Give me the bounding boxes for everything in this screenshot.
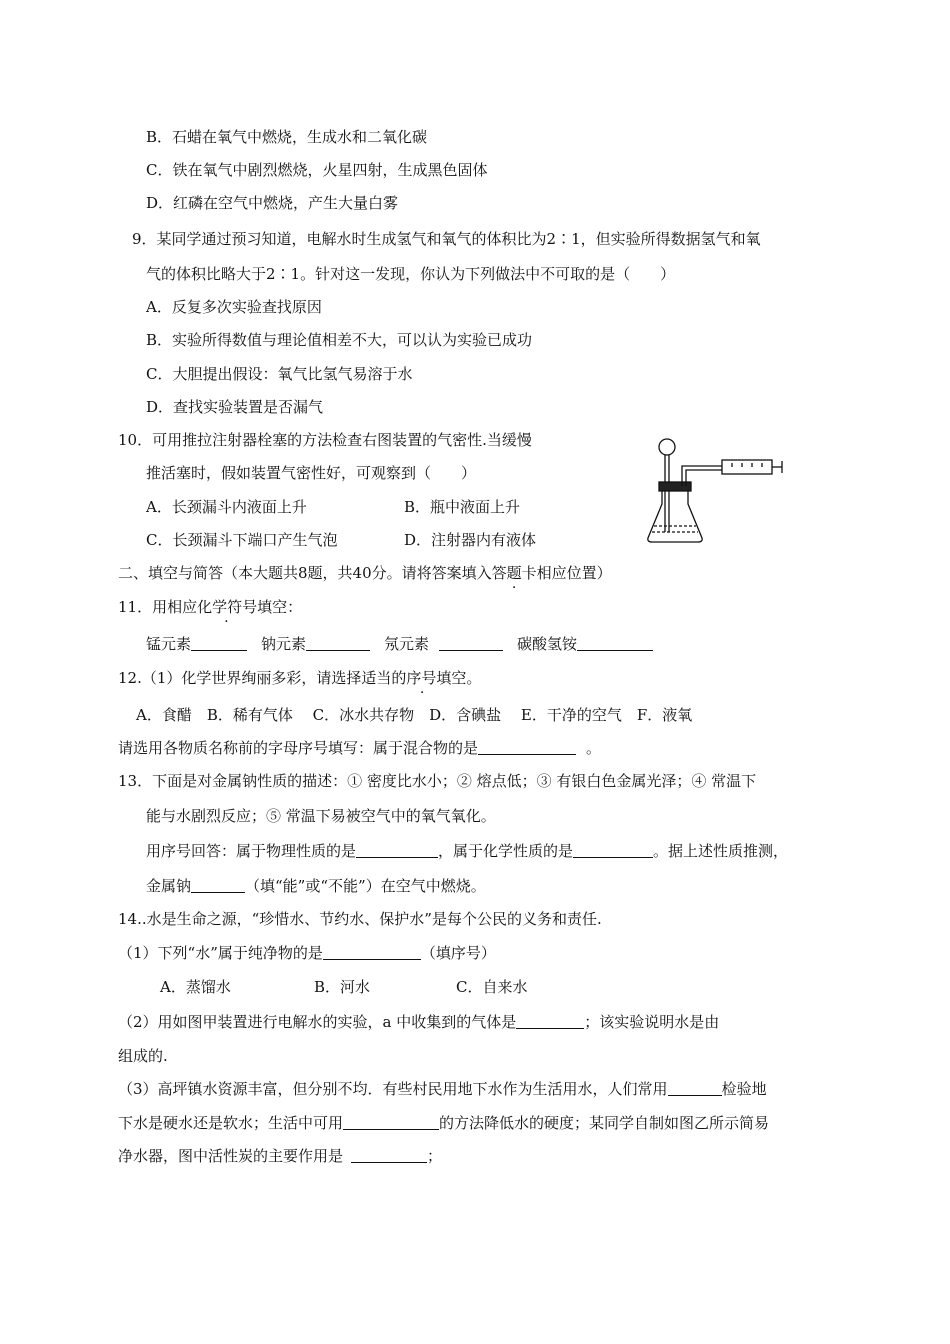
q10-option-b: B．瓶中液面上升 (404, 498, 521, 516)
q12-stem (118, 668, 481, 688)
q14-part3-line3 (118, 1146, 442, 1166)
q10-stem-line2: 推活塞时，假如装置气密性好，可观察到（ ） (146, 464, 477, 482)
q13-line4 (146, 876, 486, 896)
q14-part3-text2: 检验地 (721, 1080, 767, 1098)
q9-stem-line1: 9．某同学通过预习知道，电解水时生成氢气和氧气的体积比为2∶1，但实验所得数据氢气和氧 (132, 230, 761, 248)
q14-part3-line2 (118, 1113, 769, 1133)
q14-part3-text3: 下水是硬水还是软水；生活中可用 (118, 1114, 344, 1132)
q13-stem-line2: 能与水剧烈反应；⑤ 常温下易被空气中的氧气氧化。 (146, 807, 496, 825)
q13-chemical-label: ，属于化学性质的是 (438, 842, 574, 860)
q11-blank-3[interactable] (439, 635, 503, 651)
q13-blank-chemical[interactable] (573, 842, 653, 858)
q14-part1-hint: （填序号） (420, 944, 496, 962)
q10-option-c: C．长颈漏斗下端口产生气泡 (146, 531, 338, 549)
q14-option-b: B．河水 (314, 978, 371, 996)
section-2-header (118, 563, 612, 583)
q13-blank-physical[interactable] (356, 842, 438, 858)
q14-blank-gas[interactable] (516, 1013, 584, 1029)
q13-sodium-label: 金属钠 (146, 877, 192, 895)
flask (648, 490, 702, 542)
q13-burn-text: （填“能”或“不能”）在空气中燃烧。 (245, 877, 486, 895)
q14-part1-text: （1）下列“水”属于纯净物的是 (118, 944, 323, 962)
section-2-text: 二、填空与简答（本大题共8题，共40分。请将答案填入 (118, 564, 492, 582)
q11-blank-4[interactable] (577, 635, 653, 651)
q11-stem-end: 填空： (257, 598, 303, 616)
q13-infer-label: 。据上述性质推测， (653, 842, 789, 860)
q11-blank-2[interactable] (306, 635, 370, 651)
q14-part3-line1 (118, 1079, 767, 1099)
q13-line3 (146, 841, 788, 861)
q14-stem: 14..水是生命之源，“珍惜水、节约水、保护水”是每个公民的义务和责任. (118, 910, 602, 928)
q14-blank-soften[interactable] (343, 1114, 439, 1130)
q11-label-na: 钠元素 (261, 635, 307, 653)
q11-stem-emph: 化学符号 (197, 598, 258, 616)
q11-blanks-line (146, 634, 653, 654)
q11-label-nh4hco3: 碳酸氢铵 (517, 635, 578, 653)
q13-physical-label: 用序号回答：属于物理性质的是 (146, 842, 357, 860)
apparatus-diagram (640, 430, 785, 545)
q14-part3-text5: 净水器，图中活性炭的主要作用是 (118, 1147, 344, 1165)
q9-option-b: B．实验所得数值与理论值相差不大，可以认为实验已成功 (146, 331, 533, 349)
q14-option-a: A．蒸馏水 (160, 978, 231, 996)
q9-option-c: C．大胆提出假设：氧气比氢气易溶于水 (146, 365, 413, 383)
q11-stem-text: 11．用相应 (118, 598, 198, 616)
section-2-text-end: 相应位置） (536, 564, 612, 582)
q11-stem (118, 597, 302, 617)
q14-part2-text2: ；该实验说明水是由 (584, 1013, 720, 1031)
q10-option-d: D．注射器内有液体 (404, 531, 537, 549)
q13-blank-burn[interactable] (191, 877, 245, 893)
q9-option-a: A．反复多次实验查找原因 (146, 298, 322, 316)
q12-stem-end: 填空。 (436, 669, 482, 687)
q10-stem-line1: 10．可用推拉注射器栓塞的方法检查右图装置的气密性.当缓慢 (118, 431, 532, 449)
q14-part2-end: 组成的. (118, 1047, 168, 1065)
q10-option-a: A．长颈漏斗内液面上升 (146, 498, 307, 516)
q11-label-mn: 锰元素 (146, 635, 192, 653)
q11-blank-1[interactable] (191, 635, 247, 651)
q14-part3-text: （3）高坪镇水资源丰富，但分别不均．有些村民用地下水作为生活用水，人们常用 (118, 1080, 668, 1098)
q14-blank-carbon[interactable] (351, 1147, 427, 1163)
q14-blank-pure[interactable] (323, 944, 421, 960)
q14-part1 (118, 943, 496, 963)
q12-blank[interactable] (478, 739, 576, 755)
q12-options: A．食醋 B．稀有气体 C．冰水共存物 D．含碘盐 E．干净的空气 F．液氧 (136, 706, 693, 724)
q11-label-ne: 氖元素 (384, 635, 430, 653)
q14-option-c: C．自来水 (456, 978, 528, 996)
q9-option-d: D．查找实验装置是否漏气 (146, 398, 324, 416)
q8-option-d: D．红磷在空气中燃烧，产生大量白雾 (146, 194, 399, 212)
funnel-bulb (659, 439, 675, 455)
q12-stem-text: 12.（1）化学世界绚丽多彩，请选择适当的 (118, 669, 407, 687)
q14-part3-text4: 的方法降低水的硬度；某同学自制如图乙所示简易 (439, 1114, 770, 1132)
syringe-barrel (722, 460, 772, 474)
q9-stem-line2: 气的体积比略大于2∶1。针对这一发现，你认为下列做法中不可取的是（ ） (146, 265, 676, 283)
q14-blank-test[interactable] (668, 1080, 722, 1096)
q14-part2-text: （2）用如图甲装置进行电解水的实验，a 中收集到的气体是 (118, 1013, 517, 1031)
q12-question-text: 请选用各物质名称前的字母序号填写：属于混合物的是 (118, 739, 479, 757)
q12-stem-emph: 序号 (406, 669, 437, 687)
q8-option-b: B．石蜡在氧气中燃烧，生成水和二氧化碳 (146, 128, 428, 146)
q12-question (118, 738, 601, 758)
section-2-emph: 答题卡 (491, 564, 537, 582)
q14-part3-end: ； (427, 1147, 443, 1165)
q13-stem-line1: 13．下面是对金属钠性质的描述：① 密度比水小；② 熔点低；③ 有银白色金属光泽；④ 常温下 (118, 772, 757, 790)
q8-option-c: C．铁在氧气中剧烈燃烧，火星四射，生成黑色固体 (146, 161, 488, 179)
q12-end: 。 (586, 739, 602, 757)
q14-part2 (118, 1012, 719, 1032)
